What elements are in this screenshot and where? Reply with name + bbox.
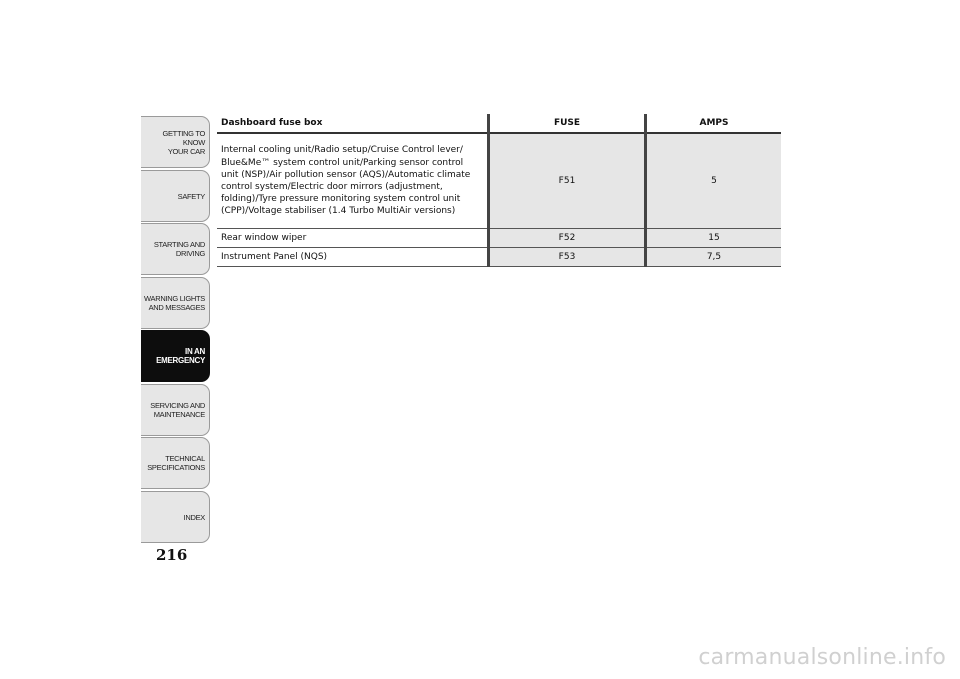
header-fuse: FUSE xyxy=(489,114,646,133)
fuse-table xyxy=(217,114,781,267)
tab-safety[interactable]: SAFETY xyxy=(141,170,210,222)
watermark: carmanualsonline.info xyxy=(698,645,946,670)
page-number: 216 xyxy=(156,546,188,564)
table-row xyxy=(217,229,781,248)
tab-servicing-and-maintenance[interactable]: SERVICING AND MAINTENANCE xyxy=(141,384,210,436)
row-fuse: F52 xyxy=(489,229,646,248)
tab-starting-and-driving[interactable]: STARTING AND DRIVING xyxy=(141,223,210,275)
row-description: Rear window wiper xyxy=(217,229,489,248)
header-dashboard-fuse-box: Dashboard fuse box xyxy=(217,114,489,133)
tab-warning-lights-and-messages[interactable]: WARNING LIGHTS AND MESSAGES xyxy=(141,277,210,329)
tab-getting-to-know-your-car[interactable]: GETTING TO KNOW YOUR CAR xyxy=(141,116,210,168)
row-description: Internal cooling unit/Radio setup/Cruise Control lever/ Blue&Me™ system control unit/Parking sensor control unit (NSP)/Air pollution sensor (AQS)/Automatic climate control system/Electric door mirrors (adjustment, folding)/Tyre pressure monitoring system control unit (CPP)/Voltage stabiliser (1.4 Turbo MultiAir versions) xyxy=(217,133,489,229)
header-amps: AMPS xyxy=(646,114,782,133)
row-amps: 7,5 xyxy=(646,248,782,267)
tab-technical-specifications[interactable]: TECHNICAL SPECIFICATIONS xyxy=(141,437,210,489)
tab-index[interactable]: INDEX xyxy=(141,491,210,543)
row-fuse: F53 xyxy=(489,248,646,267)
table-row xyxy=(217,133,781,229)
row-description: Instrument Panel (NQS) xyxy=(217,248,489,267)
table-header-row xyxy=(217,114,781,133)
row-amps: 15 xyxy=(646,229,782,248)
row-fuse: F51 xyxy=(489,133,646,229)
table-row xyxy=(217,248,781,267)
tab-in-an-emergency[interactable]: IN AN EMERGENCY xyxy=(141,330,210,382)
row-amps: 5 xyxy=(646,133,782,229)
